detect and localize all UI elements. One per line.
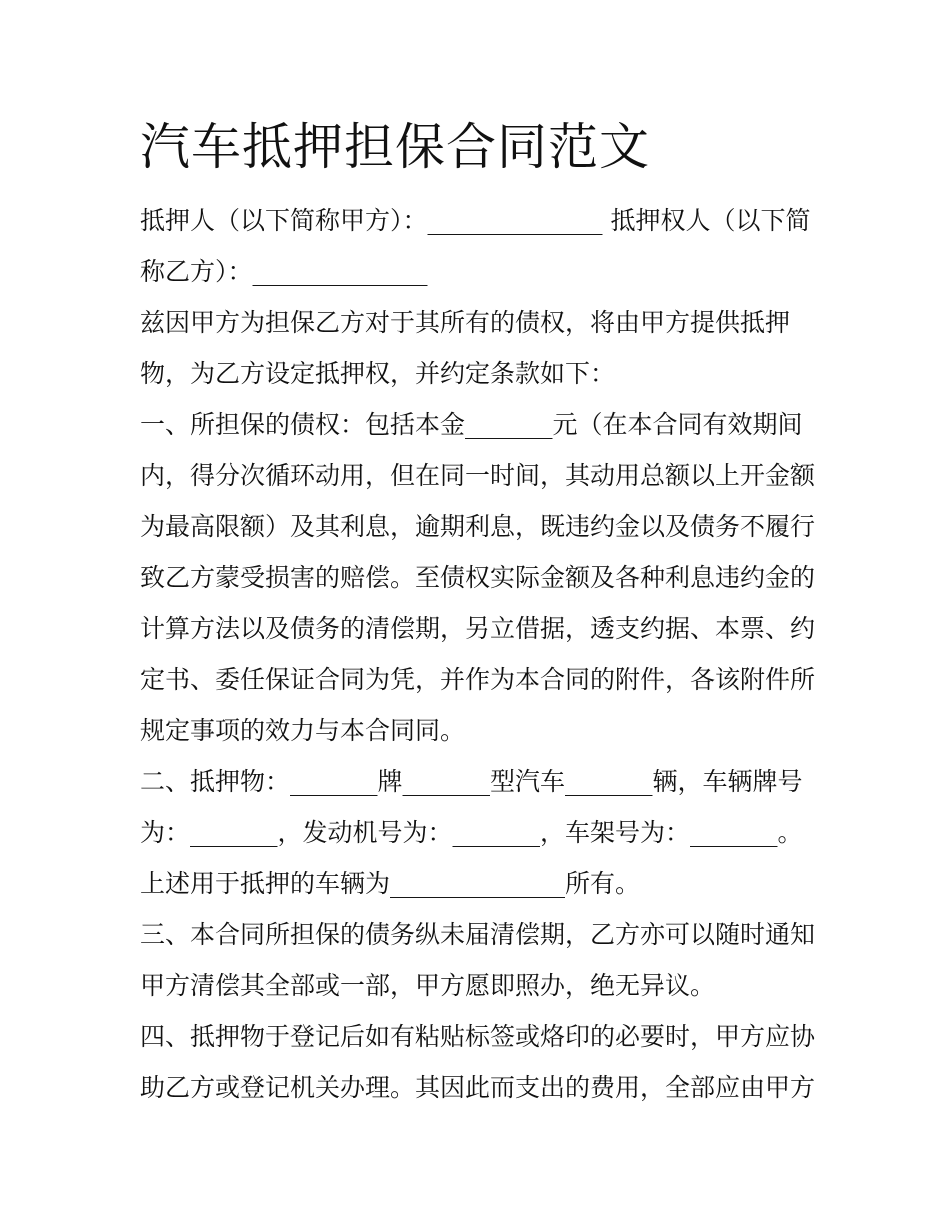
body-line-1: 抵押人（以下简称甲方）：______________ 抵押权人（以下简 <box>140 206 811 235</box>
body-line-16: 甲方清偿其全部或一部，甲方愿即照办，绝无异议。 <box>140 971 716 1000</box>
body-line-18: 助乙方或登记机关办理。其因此而支出的费用，全部应由甲方 <box>140 1073 816 1102</box>
document-title: 汽车抵押担保合同范文 <box>140 118 650 176</box>
body-line-10: 定书、委任保证合同为凭，并作为本合同的附件，各该附件所 <box>140 665 816 694</box>
body-line-13: 为：_______，发动机号为：_______，车架号为：_______。 <box>140 818 803 847</box>
body-line-11: 规定事项的效力与本合同同。 <box>140 716 466 745</box>
body-line-17: 四、抵押物于登记后如有粘贴标签或烙印的必要时，甲方应协 <box>140 1022 816 1051</box>
body-line-14: 上述用于抵押的车辆为______________所有。 <box>140 869 641 898</box>
body-line-5: 一、所担保的债权：包括本金_______元（在本合同有效期间 <box>140 410 803 439</box>
body-line-3: 兹因甲方为担保乙方对于其所有的债权，将由甲方提供抵押 <box>140 308 791 337</box>
body-line-7: 为最高限额）及其利息，逾期利息，既违约金以及债务不履行 <box>140 512 816 541</box>
body-line-9: 计算方法以及债务的清偿期，另立借据，透支约据、本票、约 <box>140 614 816 643</box>
body-line-12: 二、抵押物：_______牌_______型汽车_______辆，车辆牌号 <box>140 767 803 796</box>
body-line-2: 称乙方）：______________ <box>140 257 428 286</box>
body-line-8: 致乙方蒙受损害的赔偿。至债权实际金额及各种利息违约金的 <box>140 563 816 592</box>
body-line-6: 内，得分次循环动用，但在同一时间，其动用总额以上开金额 <box>140 461 816 490</box>
body-line-15: 三、本合同所担保的债务纵未届清偿期，乙方亦可以随时通知 <box>140 920 816 949</box>
body-line-4: 物，为乙方设定抵押权，并约定条款如下： <box>140 359 616 388</box>
